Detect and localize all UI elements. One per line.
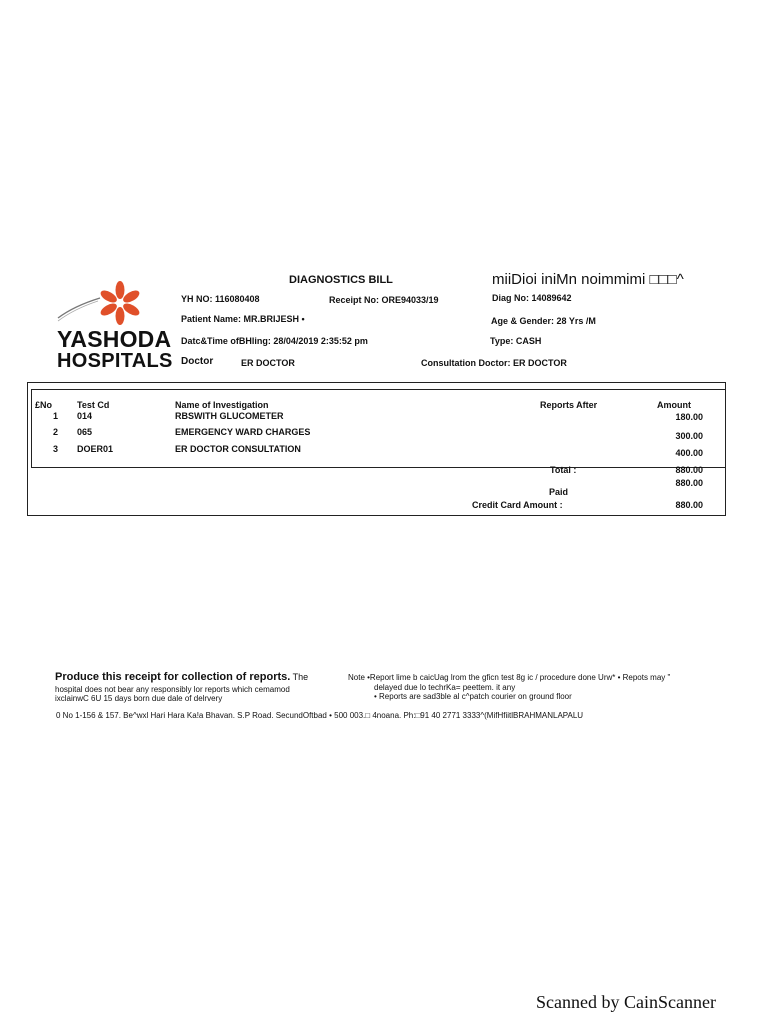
doctor-label: Doctor: [181, 356, 214, 367]
row-1-amount: 180.00: [675, 412, 703, 422]
collection-note-rest: The: [290, 672, 309, 682]
row-2-investigation: EMERGENCY WARD CHARGES: [175, 427, 311, 437]
row-1-investigation: RBSWITH GLUCOMETER: [175, 411, 284, 421]
report-note-line-3: • Reports are sad3ble al c^patch courier on ground floor: [374, 692, 572, 701]
header-sno: £No: [35, 400, 53, 410]
row-2-sno: 2: [53, 427, 59, 437]
total-value: 880.00: [675, 465, 703, 475]
collection-note-bold: Produce this receipt for collection of reports.: [55, 671, 291, 683]
yh-number: YH NO: 116080408: [181, 294, 260, 304]
header-investigation: Name of Investigation: [175, 400, 269, 410]
report-note-line-1: Note •Report lime b caicUag lrom the gficn test 8g ic / procedure done Urw* • Repots may ": [348, 673, 671, 682]
paid-label: Paid: [549, 487, 569, 497]
row-1-sno: 1: [53, 411, 59, 421]
hospital-note-line-3: ixclainwC 6U 15 days born due dale of delrvery: [55, 694, 223, 703]
row-1-test-cd: 014: [77, 411, 93, 421]
hospital-logo-name: YASHODA: [57, 326, 172, 352]
credit-card-value: 880.00: [675, 500, 703, 510]
billing-datetime: Datc&Time ofBHling: 28/04/2019 2:35:52 pm: [181, 336, 368, 346]
header-amount: Amount: [657, 400, 691, 410]
row-3-amount: 400.00: [675, 448, 703, 458]
header-reports-after: Reports After: [540, 400, 598, 410]
paid-value: 880.00: [675, 478, 703, 488]
consultation-doctor: Consultation Doctor: ER DOCTOR: [421, 358, 567, 368]
age-gender: Age & Gender: 28 Yrs /M: [491, 316, 596, 326]
receipt-number: Receipt No: ORE94033/19: [329, 295, 439, 305]
hospital-logo-subname: HOSPITALS: [57, 350, 173, 372]
logo-flower-icon: [92, 280, 148, 326]
report-note-line-2: delayed due lo techrKa= peettem. it any: [374, 683, 516, 692]
header-test-cd: Test Cd: [77, 400, 110, 410]
hospital-address: 0 No 1-156 & 157. Be^wxl Hari Hara Ka!a Bhavan. S.P Road. SecundOftbad • 500 003.□ 4noana. Ph:□91 40 2771 3333^(MifHfiitlBRAHMANLAPALU: [56, 711, 584, 720]
row-3-test-cd: DOER01: [77, 444, 114, 454]
scanner-watermark: Scanned by CainScanner: [536, 992, 716, 1012]
row-2-test-cd: 065: [77, 427, 93, 437]
total-label: Total :: [550, 465, 577, 475]
payment-type: Type: CASH: [490, 336, 542, 346]
doctor-value: ER DOCTOR: [241, 358, 295, 368]
hospital-note-line-2: hospital does not bear any responsibly lor reports which cemamod: [55, 685, 290, 694]
barcode-text: miiDioi iniMn noimmimi □□□^: [492, 271, 684, 288]
credit-card-label: Credit Card Amount :: [472, 500, 563, 510]
collection-note: [55, 671, 308, 683]
bill-title: DIAGNOSTICS BILL: [289, 274, 393, 286]
diag-number: Diag No: 14089642: [492, 293, 572, 303]
row-2-amount: 300.00: [675, 431, 703, 441]
patient-name: Patient Name: MR.BRIJESH •: [181, 314, 305, 324]
row-3-sno: 3: [53, 444, 59, 454]
row-3-investigation: ER DOCTOR CONSULTATION: [175, 444, 301, 454]
